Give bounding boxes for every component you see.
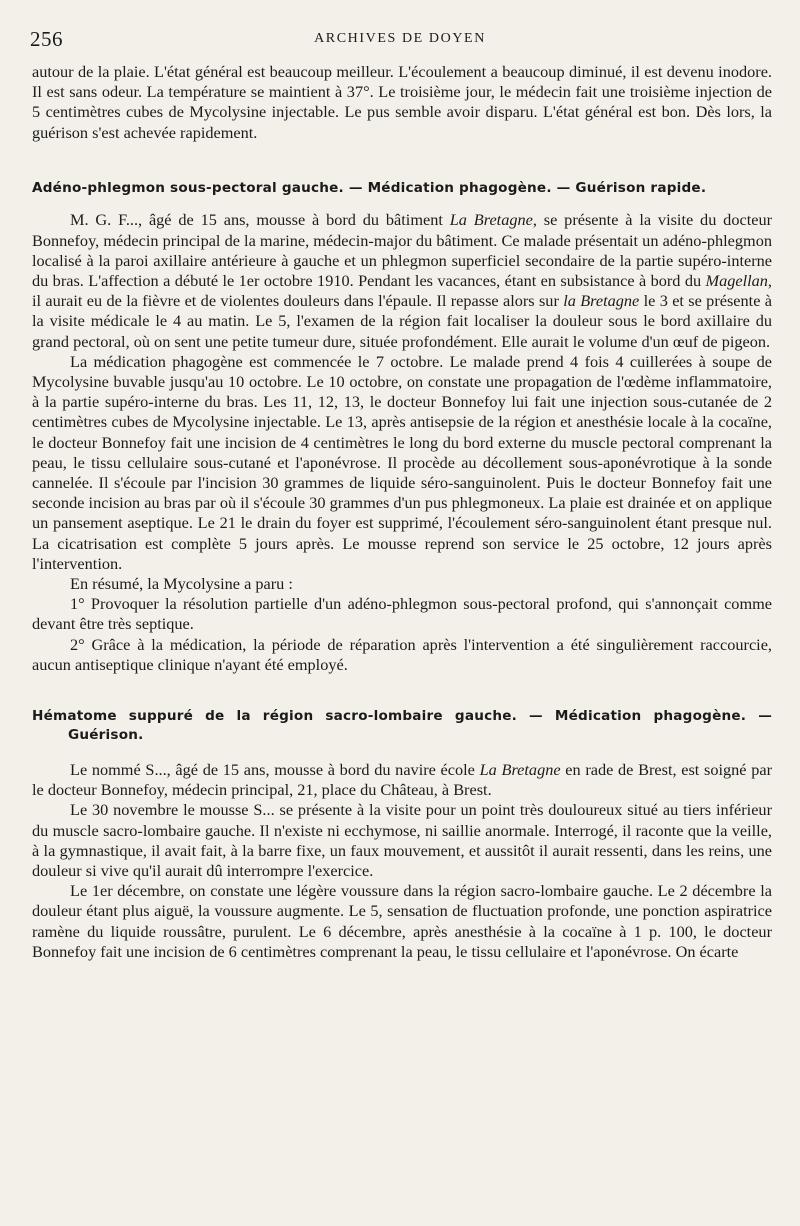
- case1-point-1: 1° Provoquer la résolution partielle d'un adéno-phlegmon sous-pectoral profond, qui s'annonçait comme devant être très septique.: [32, 594, 772, 634]
- case2-paragraph-3: Le 1er décembre, on constate une légère voussure dans la région sacro-lombaire gauche. Le 2 décembre la douleur étant plus aiguë, la voussure augmente. Le 5, sensation de fluctuation profonde, une ponction aspiratrice ramène du liquide roussâtre, purulent. Le 6 décembre, après anesthésie à la cocaïne à 1 p. 100, le docteur Bonnefoy fait une incision de 6 centimètres comprenant la peau, le tissu cellulaire et l'aponévrose. On écarte: [32, 881, 772, 961]
- section-heading-hematome: Hématome suppuré de la région sacro-lombaire gauche. — Médication phagogène. — Guérison.: [32, 707, 772, 744]
- running-head: ARCHIVES DE DOYEN: [314, 31, 486, 46]
- page-header: [0, 27, 800, 51]
- case2-paragraph-2: Le 30 novembre le mousse S... se présente à la visite pour un point très douloureux situé au tiers inférieur du muscle sacro-lombaire gauche. Il n'existe ni ecchymose, ni saillie anormale. Interrogé, il raconte que la veille, à la gymnastique, il avait fait, à la barre fixe, un faux mouvement, et aussitôt il aurait ressenti, dans les reins, une douleur si vive qu'il aurait dû interrompre l'exercice.: [32, 800, 772, 880]
- case1-summary: En résumé, la Mycolysine a paru :: [70, 573, 293, 593]
- ship-name: la Bretagne: [563, 291, 640, 311]
- case1-point-2: 2° Grâce à la médication, la période de réparation après l'intervention a été singulièrement raccourcie, aucun antiseptique clinique n'ayant été employé.: [32, 634, 772, 674]
- ship-name: La Bretagne: [479, 759, 561, 779]
- ship-name: Magellan: [705, 270, 768, 290]
- intro-paragraph: autour de la plaie. L'état général est beaucoup meilleur. L'écoulement a beaucoup diminué, il est devenu inodore. Il est sans odeur. La température se maintient à 37°. Le troisième jour, le médecin fait une troisième injection de 5 centimètres cubes de Mycolysine injectable. Le pus semble avoir disparu. L'état général est bon. Dès lors, la guérison s'est achevée rapidement.: [32, 62, 772, 142]
- case1-paragraph-1: M. G. F..., âgé de 15 ans, mousse à bord du bâtiment La Bretagne, se présente à la visite du docteur Bonnefoy, médecin principal de la marine, médecin-major du bâtiment. Ce malade présentait un adéno-phlegmon localisé à la paroi axillaire antérieure à gauche et un phlegmon superficiel secondaire de la partie supéro-interne du bras. L'affection a débuté le 1er octobre 1910. Pendant les vacances, étant en subsistance à bord du Magellan, il aurait eu de la fièvre et de violentes douleurs dans l'épaule. Il repasse alors sur la Bretagne le 3 et se présente à la visite médicale le 4 au matin. Le 5, l'examen de la région fait localiser la douleur sous le bord axillaire du grand pectoral, où on sent une petite tumeur dure, située profondément. Elle aurait le volume d'un œuf de pigeon.: [32, 210, 773, 351]
- case2-paragraph-1: Le nommé S..., âgé de 15 ans, mousse à bord du navire école La Bretagne en rade de Brest, est soigné par le docteur Bonnefoy, médecin principal, 21, place du Château, à Brest.: [32, 759, 773, 800]
- page-content: [32, 62, 772, 962]
- page-number: 256: [30, 27, 63, 51]
- section-heading-adeno-phlegmon: Adéno-phlegmon sous-pectoral gauche. — Médication phagogène. — Guérison rapide.: [32, 179, 707, 196]
- ship-name: La Bretagne: [449, 210, 533, 230]
- case1-paragraph-2: La médication phagogène est commencée le 7 octobre. Le malade prend 4 fois 4 cuillerées à soupe de Mycolysine buvable jusqu'au 10 octobre. Le 10 octobre, on constate une propagation de l'œdème inflammatoire, à la partie supéro-interne du bras. Les 11, 12, 13, le docteur Bonnefoy lui fait une injection sous-cutanée de 2 centimètres cubes de Mycolysine injectable. Le 13, après antisepsie de la région et anesthésie locale à la cocaïne, le docteur Bonnefoy fait une incision de 4 centimètres le long du bord externe du muscle pectoral comprenant la peau, le tissu cellulaire sous-cutané et l'aponévrose. Il procède au décollement sous-aponévrotique à la sonde cannelée. Il s'écoule par l'incision 30 grammes de liquide séro-sanguinolent. Puis le docteur Bonnefoy fait une seconde incision au bras par où il s'écoule 30 grammes d'un pus phlegmoneux. La plaie est drainée et on applique un pansement aseptique. Le 21 le drain du foyer est supprimé, l'écoulement séro-sanguinolent étant presque nul. La cicatrisation est complète 5 jours après. Le mousse reprend son service le 25 octobre, 12 jours après l'intervention.: [32, 351, 772, 573]
